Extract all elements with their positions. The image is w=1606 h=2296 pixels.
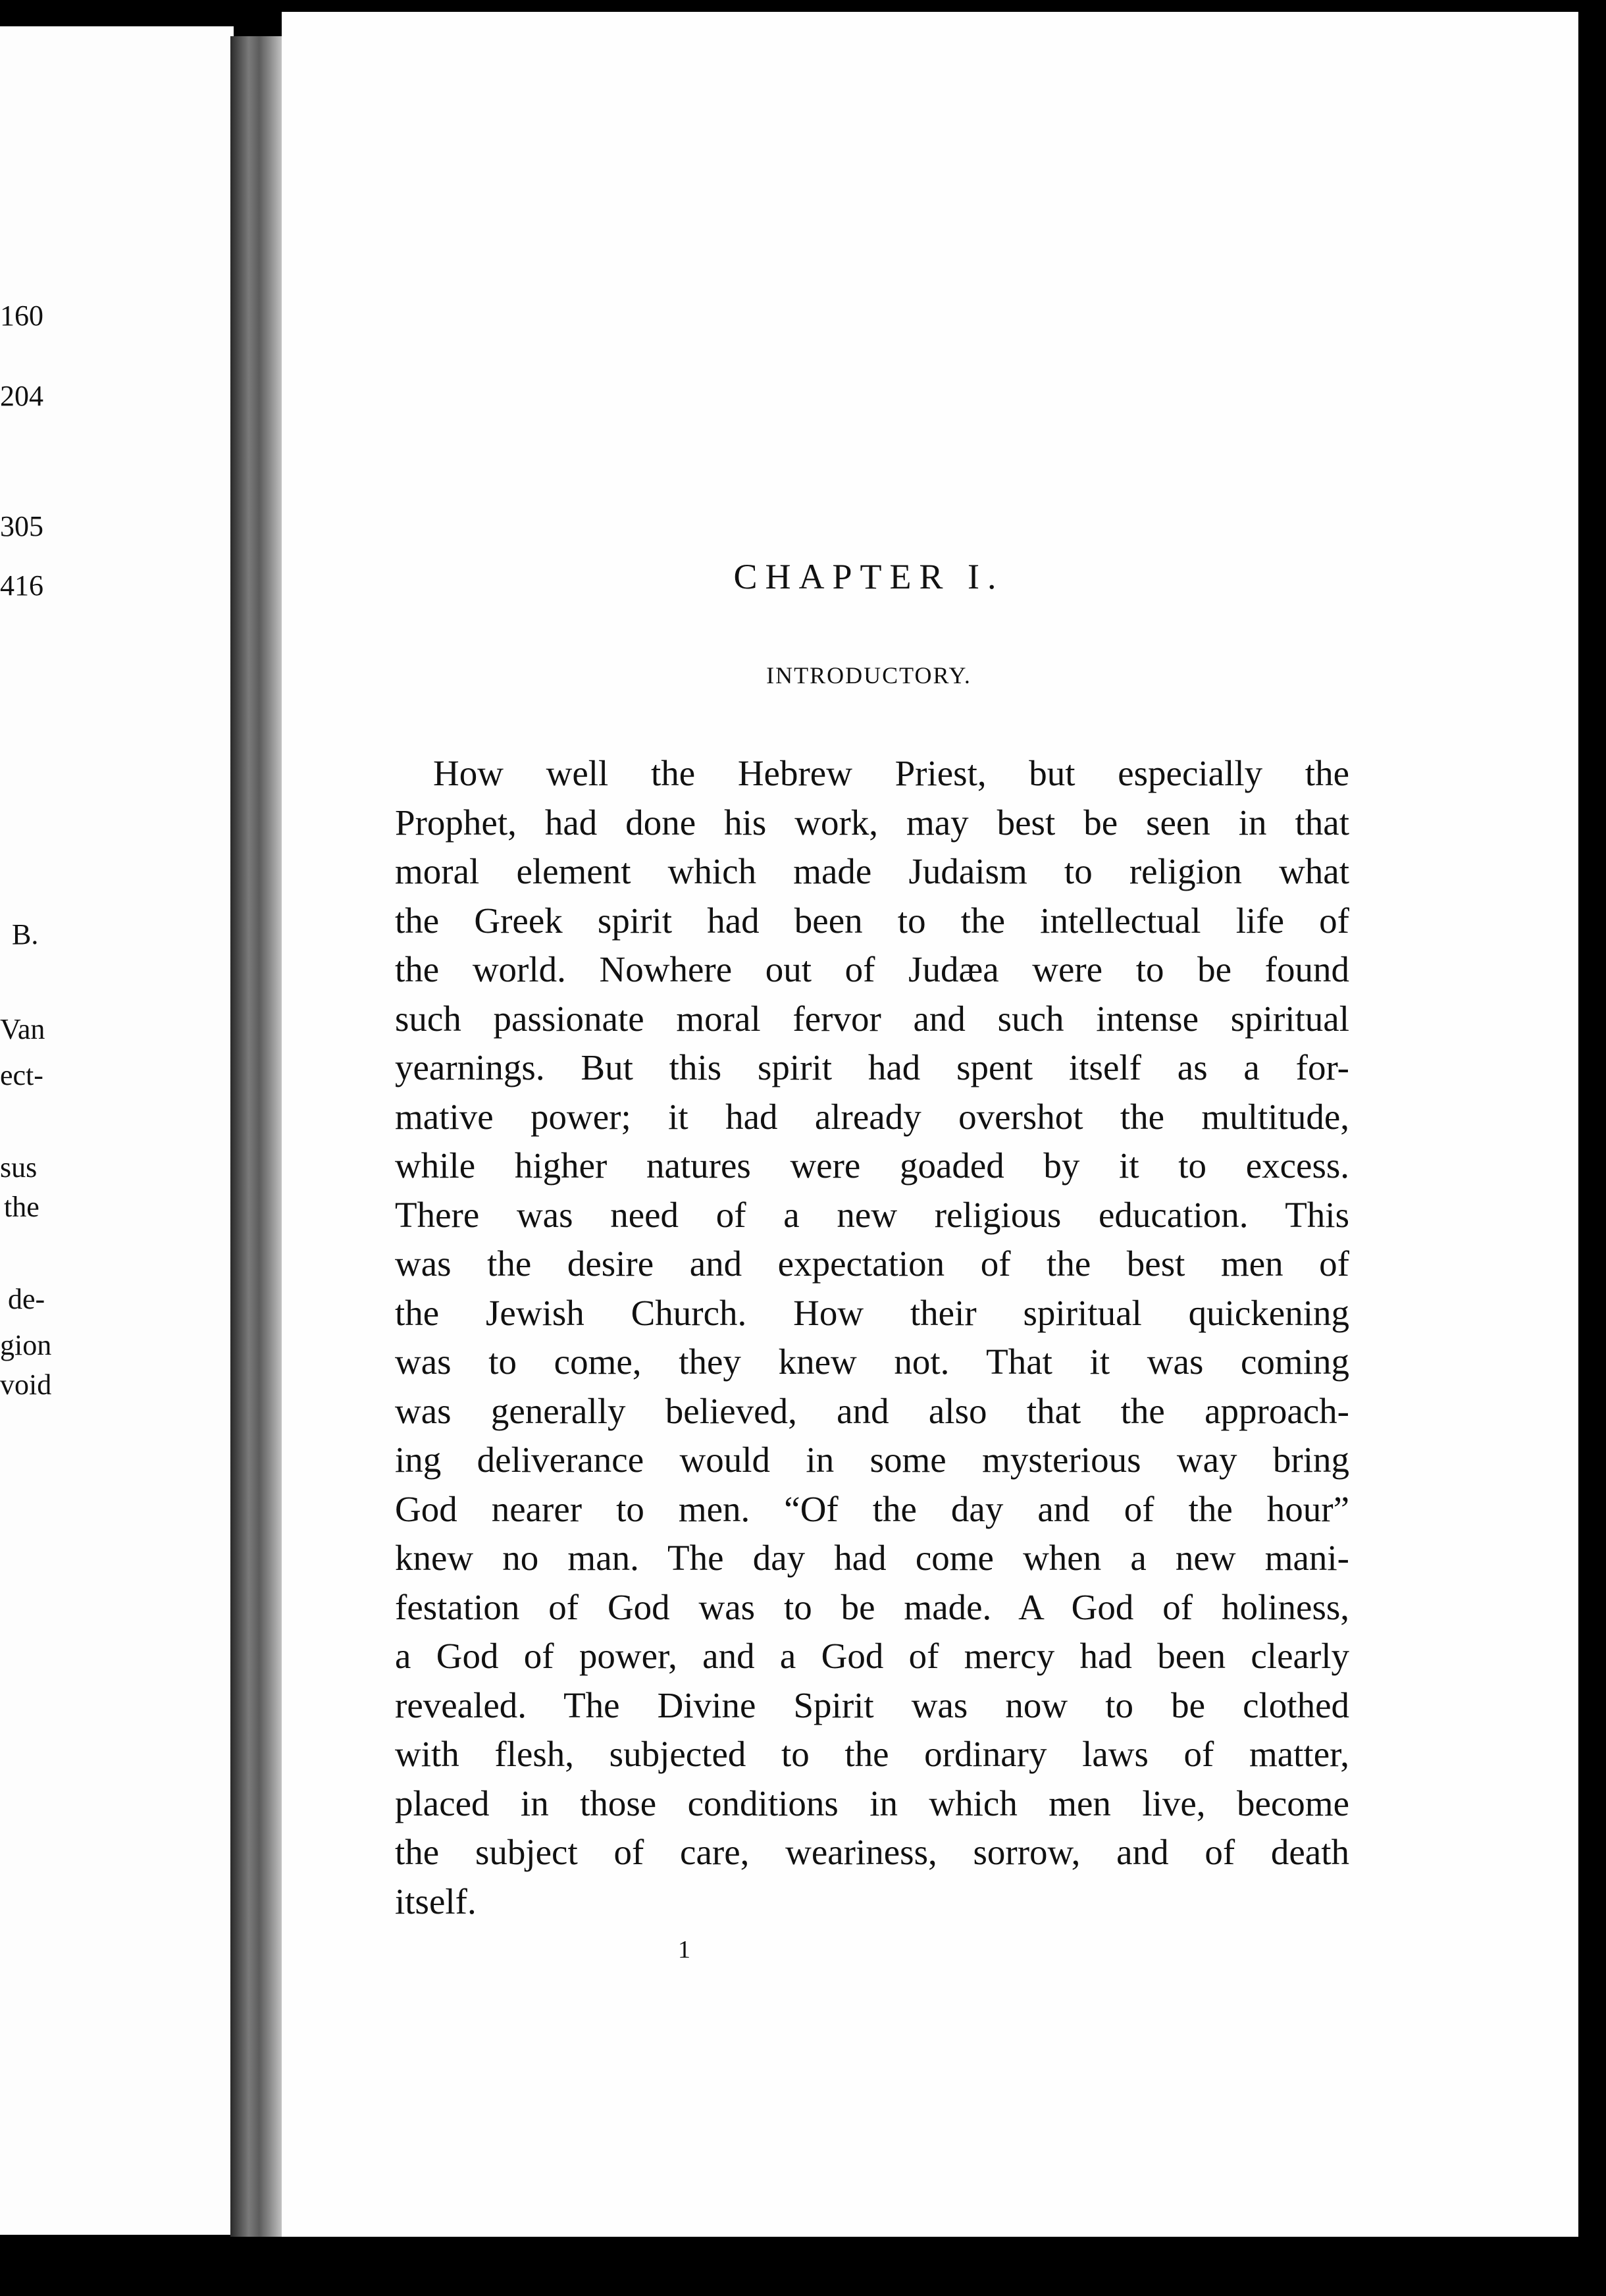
margin-page-number: 305: [0, 510, 43, 542]
text-line: a God of power, and a God of mercy had been clearly: [395, 1636, 1349, 1676]
margin-fragment: Van: [0, 1013, 45, 1045]
text-line: revealed. The Divine Spirit was now to be clothed: [395, 1684, 1349, 1725]
margin-page-number: 160: [0, 300, 43, 332]
text-line: the subject of care, weariness, sorrow, and of death: [395, 1832, 1349, 1872]
page-edge-border: [1578, 12, 1606, 2296]
text-line: Prophet, had done his work, may best be seen in that: [395, 802, 1349, 843]
text-line: was generally believed, and also that the approach-: [395, 1390, 1349, 1431]
text-line: God nearer to men. “Of the day and of the hour”: [395, 1488, 1349, 1529]
text-line: itself.: [395, 1881, 477, 1921]
page-number: 1: [678, 1936, 690, 1964]
text-line: the Jewish Church. How their spiritual quickening: [395, 1292, 1349, 1333]
text-line: was to come, they knew not. That it was coming: [395, 1342, 1349, 1382]
margin-fragment: de-: [8, 1283, 45, 1315]
text-line: while higher natures were goaded by it to excess.: [395, 1145, 1349, 1186]
margin-page-number: 416: [0, 569, 43, 602]
margin-fragment: B.: [12, 918, 39, 951]
text-line: yearnings. But this spirit had spent itself as a for-: [395, 1047, 1349, 1087]
text-line: moral element which made Judaism to religion what: [395, 851, 1349, 891]
margin-fragment: ect-: [0, 1059, 43, 1091]
text-line: How well the Hebrew Priest, but especially the: [433, 753, 1349, 793]
page-edge-border: [0, 2237, 1606, 2296]
margin-fragment: the: [4, 1191, 39, 1223]
text-line: knew no man. The day had come when a new mani-: [395, 1538, 1349, 1578]
facing-page-fragment: [0, 26, 234, 2235]
text-line: the Greek spirit had been to the intellectual life of: [395, 900, 1349, 941]
text-line: such passionate moral fervor and such intense spiritual: [395, 998, 1349, 1039]
text-line: was the desire and expectation of the best men of: [395, 1243, 1349, 1284]
text-line: festation of God was to be made. A God of holiness,: [395, 1586, 1349, 1627]
margin-page-number: 204: [0, 380, 43, 412]
text-line: with flesh, subjected to the ordinary laws of matter,: [395, 1734, 1349, 1774]
margin-fragment: sus: [0, 1151, 38, 1184]
text-line: the world. Nowhere out of Judæa were to be found: [395, 949, 1349, 989]
text-line: placed in those conditions in which men live, become: [395, 1783, 1349, 1823]
body-paragraph: [395, 749, 1349, 1926]
book-gutter: [230, 36, 283, 2248]
text-line: mative power; it had already overshot the multitude,: [395, 1096, 1349, 1137]
text-line: ing deliverance would in some mysterious way bring: [395, 1440, 1349, 1480]
chapter-subtitle: INTRODUCTORY.: [766, 662, 971, 689]
margin-fragment: void: [0, 1369, 52, 1401]
text-line: There was need of a new religious education. This: [395, 1194, 1349, 1235]
chapter-title: CHAPTER I.: [733, 557, 1004, 596]
margin-fragment: gion: [0, 1329, 52, 1361]
